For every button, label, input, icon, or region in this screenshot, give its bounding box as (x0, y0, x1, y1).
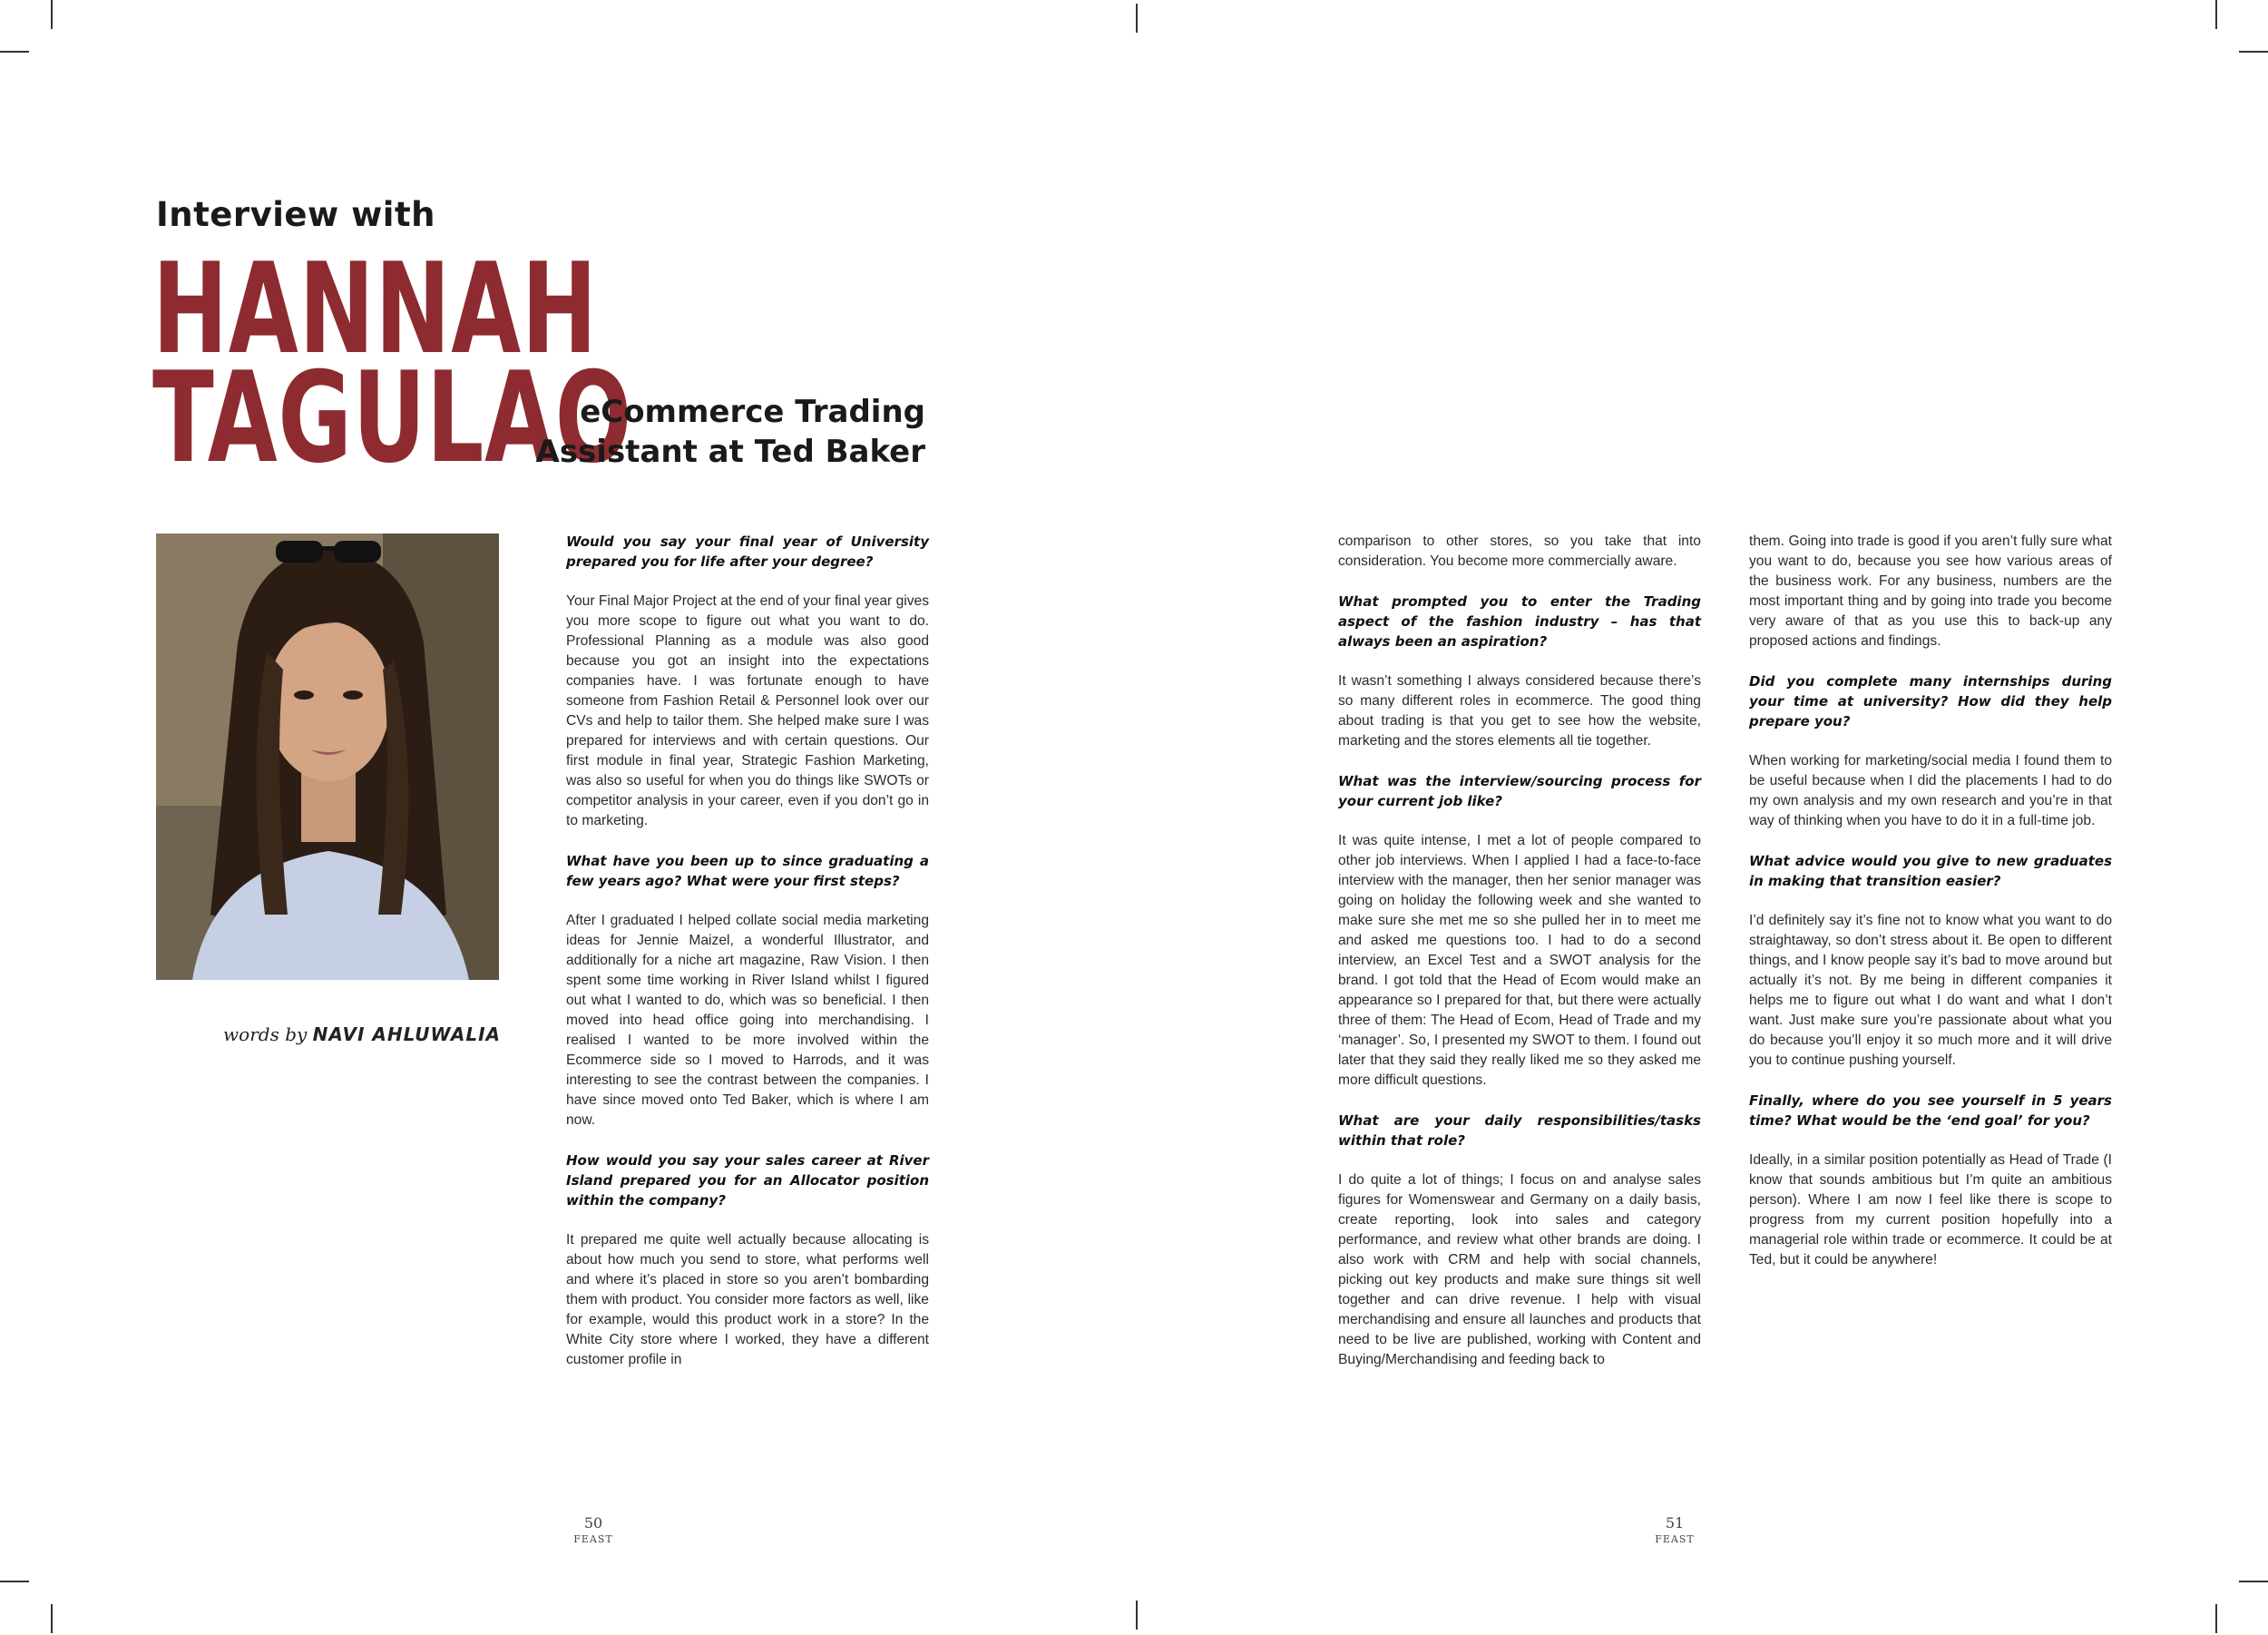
interview-answer: It wasn’t something I always considered because there’s so many different roles in ecommerce. The good thing about trading is that you get to see how the website, marketing and the stores elements all tie together. (1338, 673, 1701, 749)
interview-question: How would you say your sales career at River Island prepared you for an Allocator position within the company? (566, 1152, 929, 1209)
byline (156, 1023, 501, 1045)
interview-question: Did you complete many internships during your time at university? How did they help prepare you? (1749, 673, 2112, 729)
article-column-3 (1749, 532, 2112, 1290)
crop-mark (2215, 0, 2217, 29)
crop-mark (51, 0, 53, 29)
interview-question: What have you been up to since graduating a few years ago? What were your first steps? (566, 853, 929, 889)
byline-prefix: words by (223, 1023, 308, 1045)
interview-question: Finally, where do you see yourself in 5 years time? What would be the ‘end goal’ for you? (1749, 1092, 2112, 1129)
interview-question: What prompted you to enter the Trading aspect of the fashion industry – has that always been an aspiration? (1338, 593, 1701, 650)
crop-mark (0, 1581, 29, 1582)
crop-mark (2239, 1581, 2268, 1582)
interview-answer: It prepared me quite well actually because allocating is about how much you send to store, what performs well and where it’s placed in store so you aren’t bombarding them with product. You consider more factors as well, like for example, would this product work in a store? In the White City store where I worked, they have a different customer profile in (566, 1232, 929, 1367)
interview-answer: I’d definitely say it’s fine not to know what you want to do straightaway, so don’t stress about it. Be open to different things, and I know people say it’s bad to move around but actually it’s not. By me being in different companies it helps me to figure out what I do want and what I don’t want. Just make sure you’re passionate about what you do because you’ll enjoy it so much more and it will drive you to continue pushing yourself. (1749, 913, 2112, 1068)
crop-mark (2239, 51, 2268, 53)
magazine-name: FEAST (1655, 1533, 1695, 1545)
interviewee-last-name: TAGULAO (152, 345, 632, 491)
page-folio-right (1638, 1513, 1711, 1546)
article-column-2 (1338, 532, 1701, 1390)
interview-answer: When working for marketing/social media I found them to be useful because when I did the placements I had to do my own analysis and my own research and you’re in that way of thinking when you have to do it in a full-time job. (1749, 753, 2112, 828)
byline-author: NAVI AHLUWALIA (312, 1023, 501, 1045)
interview-question: What advice would you give to new graduates in making that transition easier? (1749, 853, 2112, 889)
crop-mark (0, 51, 29, 53)
interview-question: What are your daily responsibilities/tasks within that role? (1338, 1112, 1701, 1149)
interview-question: What was the interview/sourcing process for your current job like? (1338, 773, 1701, 809)
interviewee-first-name: HANNAH (152, 236, 598, 382)
interview-eyebrow: Interview with (156, 195, 435, 234)
interview-answer: It was quite intense, I met a lot of people compared to other job interviews. When I applied I had a face-to-face interview with the manager, then her senior manager was going on holiday the following week and she wanted to make sure she met me so she pulled her in to meet me and asked me questions too. I had to do a second interview, an Excel Test and a SWOT analysis for the brand. I got told that the Head of Ecom would make an appearance so I prepared for that, but there were actually three of them: The Head of Ecom, Head of Trade and my ‘manager’. So, I presented my SWOT to them. I found out later that they said they really liked me so they asked me more difficult questions. (1338, 833, 1701, 1088)
interview-question: Would you say your final year of University prepared you for life after your degree? (566, 534, 929, 570)
interview-answer: them. Going into trade is good if you aren’t fully sure what you want to do, because you see how various areas of the business work. For any business, numbers are the most important thing and by going into trade you become very aware of that as you use this to back-up any proposed actions and findings. (1749, 534, 2112, 649)
interview-answer: After I graduated I helped collate social media marketing ideas for Jennie Maizel, a wonderful Illustrator, and additionally for a niche art magazine, Raw Vision. I then spent some time working in River Island whilst I figured out what I wanted to do, which was so beneficial. I then moved into head office going into merchandising. I realised I wanted to be more involved within the Ecommerce side so I moved to Harrods, and it was interesting to see the contrast between the companies. I have since moved onto Ted Baker, which is where I am now. (566, 913, 929, 1128)
interview-answer: Ideally, in a similar position potentially as Head of Trade (I know that sounds ambitious but I’m quite an ambitious person). Where I am now I feel like there is scope to progress from my current position hopefully into a managerial role within trade or ecommerce. It could be at Ted, but it could be anywhere! (1749, 1152, 2112, 1268)
interview-answer: I do quite a lot of things; I focus on and analyse sales figures for Womenswear and Germany on a daily basis, create reporting, look into sales and category performance, and review what other brands are doing. I also work with CRM and help with social channels, picking out key products and make sure things sit well together and can drive revenue. I help with visual merchandising and ensure all launches and products that need to be live are published, working with Content and Buying/Merchandising and feeding back to (1338, 1172, 1701, 1367)
article-column-1 (566, 532, 929, 1390)
crop-mark (51, 1604, 53, 1633)
interview-answer: Your Final Major Project at the end of your final year gives you more scope to figure out what you want to do. Professional Planning as a module was also good because you got an insight into the expectations companies have. I was fortunate enough to have someone from Fashion Retail & Personnel look over our CVs and help to tailor them. She helped make sure I was prepared for interviews and with certain questions. Our first module in final year, Strategic Fashion Marketing, was also so useful for when you do things like SWOTs or competitor analysis in your career, even if you don’t go in to marketing. (566, 593, 929, 828)
page-number: 50 (583, 1514, 603, 1532)
crop-mark (1136, 1601, 1138, 1630)
page-number: 51 (1665, 1514, 1685, 1532)
job-title-subtitle: eCommerce Trading Assistant at Ted Baker (535, 394, 925, 470)
crop-mark (1136, 4, 1138, 33)
portrait-illustration (156, 534, 499, 980)
interview-answer: comparison to other stores, so you take that into consideration. You become more commercially aware. (1338, 534, 1701, 569)
portrait-photo (156, 534, 499, 980)
crop-mark (2215, 1604, 2217, 1633)
page-folio-left (557, 1513, 630, 1546)
magazine-name: FEAST (573, 1533, 613, 1545)
